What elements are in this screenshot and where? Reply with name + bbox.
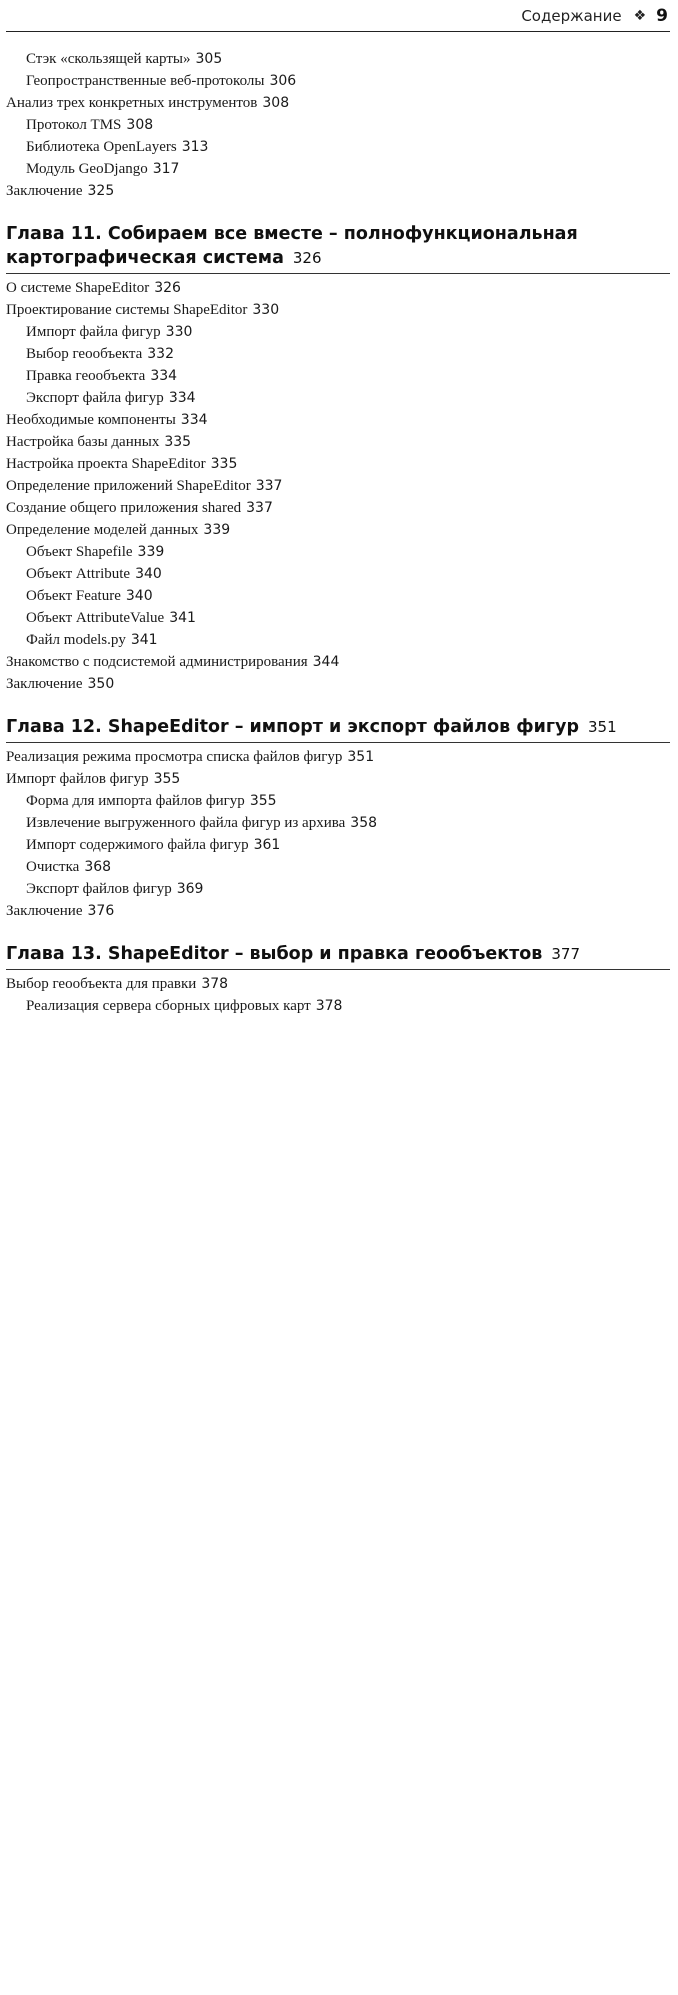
toc-entry-title: Модуль GeoDjango — [26, 158, 148, 180]
toc-entry-page-number: 355 — [154, 768, 678, 1768]
chapter-title: Глава 12. ShapeEditor – импорт и экспорт файлов фигур — [6, 715, 579, 739]
toc-entry-title: Создание общего приложения shared — [6, 497, 241, 519]
toc-entry-page-number: 339 — [138, 541, 678, 1541]
toc-entry-page-number: 361 — [254, 834, 678, 1834]
header-title: Содержание — [521, 7, 621, 25]
header-page-number: 9 — [656, 6, 668, 26]
toc-entry-title: Объект Attribute — [26, 563, 130, 585]
toc-entry-page-number: 340 — [126, 585, 678, 1585]
toc-entry[interactable] — [6, 856, 670, 878]
toc-entry-title: Объект Shapefile — [26, 541, 133, 563]
toc-entry-page-number: 351 — [347, 746, 678, 1746]
toc-entry-title: Импорт содержимого файла фигур — [26, 834, 249, 856]
toc-entry-title: Реализация сервера сборных цифровых карт — [26, 995, 311, 1017]
toc-entry-page-number: 332 — [147, 343, 678, 1343]
toc-entry-title: Экспорт файла фигур — [26, 387, 164, 409]
toc-entry-title: Извлечение выгруженного файла фигур из архива — [26, 812, 345, 834]
toc-entry[interactable] — [6, 70, 670, 92]
toc-entry-title: Знакомство с подсистемой администрирования — [6, 651, 308, 673]
toc-entry-page-number: 308 — [126, 114, 678, 1114]
toc-entry-title: Настройка проекта ShapeEditor — [6, 453, 206, 475]
toc-entry-page-number: 334 — [150, 365, 678, 1365]
toc-entry-title: Протокол TMS — [26, 114, 121, 136]
toc-entry-page-number: 330 — [166, 321, 678, 1321]
toc-entry-page-number: 358 — [350, 812, 678, 1812]
toc-entry[interactable] — [6, 158, 670, 180]
toc-entry-title: Файл models.py — [26, 629, 126, 651]
toc-entry-page-number: 317 — [153, 158, 678, 1158]
toc-entry-title: Реализация режима просмотра списка файлов фигур — [6, 746, 342, 768]
toc-entry-page-number: 341 — [131, 629, 678, 1629]
toc-entry[interactable] — [6, 136, 670, 158]
toc-entry-page-number: 330 — [252, 299, 678, 1299]
toc-entry-page-number: 334 — [169, 387, 678, 1387]
toc-entry[interactable] — [6, 673, 670, 695]
chapter-title-line: Глава 11. Собираем все вместе – полнофункциональная — [6, 222, 670, 246]
toc-entry-title: Объект AttributeValue — [26, 607, 164, 629]
toc-entry-page-number: 337 — [246, 497, 678, 1497]
toc-entry-title: Выбор геообъекта для правки — [6, 973, 196, 995]
chapter-title-line: картографическая система — [6, 246, 284, 270]
toc-entry-page-number: 350 — [88, 673, 678, 1673]
chapter-page-number: 377 — [551, 942, 678, 1942]
toc-entry-title: Библиотека OpenLayers — [26, 136, 177, 158]
running-header — [6, 0, 670, 32]
toc-entry-page-number: 334 — [181, 409, 678, 1409]
chapter-page-number: 351 — [588, 715, 678, 1715]
toc-entry-page-number: 378 — [201, 973, 678, 1973]
toc-entry-page-number: 337 — [256, 475, 678, 1475]
toc-entry-page-number: 313 — [182, 136, 678, 1136]
toc-entry-page-number: 344 — [313, 651, 678, 1651]
toc-block — [6, 48, 670, 202]
toc-entry-page-number: 340 — [135, 563, 678, 1563]
toc-entry-title: Заключение — [6, 900, 83, 922]
toc-entry-title: Анализ трех конкретных инструментов — [6, 92, 257, 114]
toc-entry-page-number: 335 — [211, 453, 678, 1453]
toc-entry-page-number: 305 — [196, 48, 678, 1048]
toc-entry-page-number: 368 — [84, 856, 678, 1856]
toc-entry-page-number: 326 — [154, 277, 678, 1277]
toc-entry-title: Проектирование системы ShapeEditor — [6, 299, 247, 321]
diamond-ornament-icon: ❖ — [634, 8, 647, 24]
chapter-page-number: 326 — [293, 246, 678, 1246]
toc-entry-title: Импорт файлов фигур — [6, 768, 149, 790]
toc-entry[interactable] — [6, 92, 670, 114]
toc-entry-title: Заключение — [6, 673, 83, 695]
chapter-title: Глава 13. ShapeEditor – выбор и правка геообъектов — [6, 942, 542, 966]
toc-entry[interactable] — [6, 114, 670, 136]
toc-entry-title: Выбор геообъекта — [26, 343, 142, 365]
toc-entry-title: Импорт файла фигур — [26, 321, 161, 343]
toc-entry-title: Объект Feature — [26, 585, 121, 607]
toc-entry-title: Очистка — [26, 856, 79, 878]
toc-entry-title: Определение приложений ShapeEditor — [6, 475, 251, 497]
toc-entry-page-number: 325 — [88, 180, 678, 1180]
toc-entry-page-number: 335 — [164, 431, 678, 1431]
toc-entry-title: Настройка базы данных — [6, 431, 159, 453]
toc-entry-page-number: 376 — [88, 900, 678, 1900]
toc-entry-title: Заключение — [6, 180, 83, 202]
toc-entry-page-number: 378 — [316, 995, 678, 1995]
toc-entry-page-number: 339 — [203, 519, 678, 1519]
toc-entry-page-number: 308 — [262, 92, 678, 1092]
toc-entry-title: Определение моделей данных — [6, 519, 198, 541]
toc-entry[interactable] — [6, 180, 670, 202]
toc-entry-page-number: 355 — [250, 790, 678, 1790]
toc-entry-title: Геопространственные веб-протоколы — [26, 70, 264, 92]
toc-entry-page-number: 306 — [269, 70, 678, 1070]
toc-entry-page-number: 369 — [177, 878, 678, 1878]
toc-entry-title: Стэк «скользящей карты» — [26, 48, 191, 70]
toc-entry-title: О системе ShapeEditor — [6, 277, 149, 299]
toc-entry-title: Экспорт файлов фигур — [26, 878, 172, 900]
toc-entry-page-number: 341 — [169, 607, 678, 1607]
toc-entry-title: Правка геообъекта — [26, 365, 145, 387]
toc-entry[interactable] — [6, 900, 670, 922]
toc-entry-title: Форма для импорта файлов фигур — [26, 790, 245, 812]
table-of-contents — [6, 48, 670, 1017]
toc-entry[interactable] — [6, 48, 670, 70]
toc-entry-title: Необходимые компоненты — [6, 409, 176, 431]
